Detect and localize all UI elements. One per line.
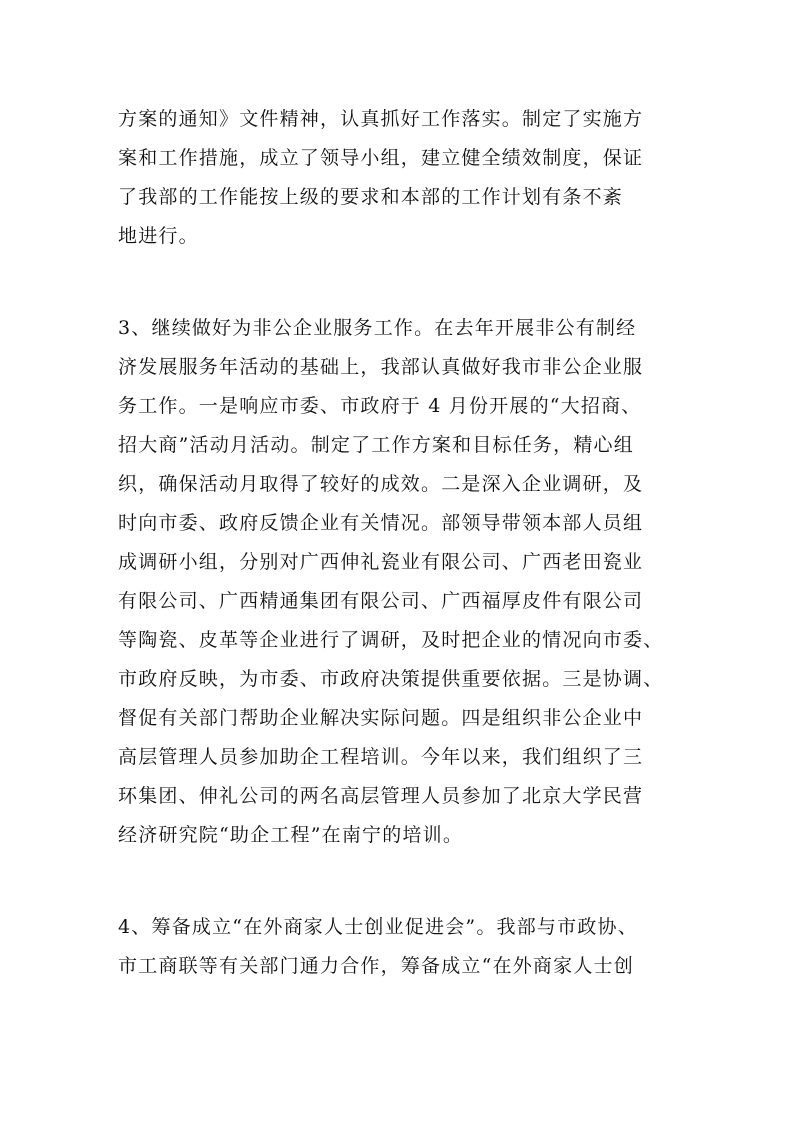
paragraph-2-line-11: 督促有关部门帮助企业解决实际问题。四是组织非公企业中	[118, 707, 644, 729]
paragraph-2-line-2: 济发展服务年活动的基础上，我部认真做好我市非公企业服	[118, 356, 644, 378]
paragraph-2-line-9: 等陶瓷、皮革等企业进行了调研，及时把企业的情况向市委、	[118, 629, 664, 651]
paragraph-1-line-4: 地进行。	[118, 225, 199, 247]
paragraph-2-line-4: 招大商”活动月活动。制定了工作方案和目标任务，精心组	[118, 434, 634, 456]
paragraph-2-line-1: 3、继续做好为非公企业服务工作。在去年开展非公有制经	[118, 317, 637, 339]
paragraph-1-line-2: 案和工作措施，成立了领导小组，建立健全绩效制度，保证	[118, 147, 644, 169]
paragraph-3-line-2: 市工商联等有关部门通力合作，筹备成立“在外商家人士创	[118, 955, 634, 977]
paragraph-2-line-8: 有限公司、广西精通集团有限公司、广西福厚皮件有限公司	[118, 590, 644, 612]
paragraph-2-line-14: 经济研究院“助企工程”在南宁的培训。	[118, 824, 464, 846]
paragraph-2-line-12: 高层管理人员参加助企工程培训。今年以来，我们组织了三	[118, 746, 644, 768]
paragraph-3-line-1: 4、筹备成立“在外商家人士创业促进会”。我部与市政协、	[118, 916, 638, 938]
paragraph-1-line-3: 了我部的工作能按上级的要求和本部的工作计划有条不紊	[118, 186, 624, 208]
paragraph-2-line-3: 务工作。一是响应市委、市政府于 4 月份开展的“大招商、	[118, 395, 642, 417]
paragraph-2-line-5: 织，确保活动月取得了较好的成效。二是深入企业调研，及	[118, 473, 644, 495]
paragraph-2-line-10: 市政府反映，为市委、市政府决策提供重要依据。三是协调、	[118, 668, 664, 690]
paragraph-2-line-6: 时向市委、政府反馈企业有关情况。部领导带领本部人员组	[118, 512, 644, 534]
paragraph-1-line-1: 方案的通知》文件精神，认真抓好工作落实。制定了实施方	[118, 108, 644, 130]
paragraph-2-line-13: 环集团、伸礼公司的两名高层管理人员参加了北京大学民营	[118, 785, 644, 807]
paragraph-2-line-7: 成调研小组，分别对广西伸礼瓷业有限公司、广西老田瓷业	[118, 551, 644, 573]
